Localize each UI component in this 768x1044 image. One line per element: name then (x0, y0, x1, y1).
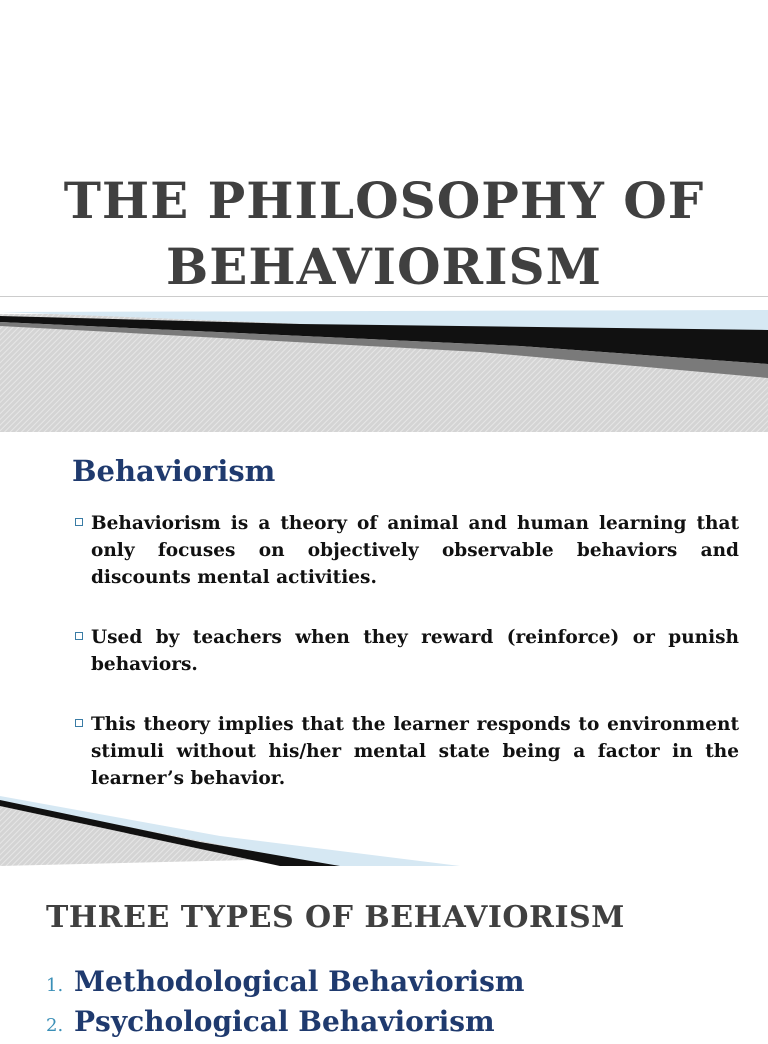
list-item-label: Methodological Behaviorism (74, 965, 525, 998)
list-item (46, 964, 524, 1004)
square-bullet-icon (75, 632, 83, 640)
bullet-text: This theory implies that the learner responds to environment stimuli without his/her mental state being a factor in the learner’s behavior. (91, 714, 739, 789)
slide-title (0, 168, 768, 300)
title-slide (0, 0, 768, 432)
slide-title-line1: THE PHILOSOPHY OF (63, 171, 705, 230)
list-item-label: Psychological Behaviorism (74, 1005, 495, 1038)
list-number: 2. (46, 1015, 64, 1036)
bullet-text: Used by teachers when they reward (reinforce) or punish behaviors. (91, 627, 739, 675)
types-slide (0, 866, 768, 1038)
list-item (46, 1004, 524, 1044)
slide-title-line2: BEHAVIORISM (166, 237, 602, 296)
bullet-item (75, 510, 739, 591)
types-list (46, 964, 524, 1044)
list-number: 1. (46, 975, 64, 996)
bullet-text: Behaviorism is a theory of animal and human learning that only focuses on objectively observable behaviors and discounts mental activities. (91, 513, 739, 588)
definition-slide (0, 432, 768, 866)
slide-heading: THREE TYPES OF BEHAVIORISM (46, 900, 625, 935)
bullet-list (75, 510, 739, 825)
square-bullet-icon (75, 719, 83, 727)
bullet-item (75, 711, 739, 792)
slide-heading: Behaviorism (72, 454, 276, 488)
decorative-wave-band (0, 300, 768, 432)
title-divider (0, 296, 768, 297)
decorative-bottom-wave (0, 792, 768, 866)
bullet-item (75, 624, 739, 678)
square-bullet-icon (75, 518, 83, 526)
